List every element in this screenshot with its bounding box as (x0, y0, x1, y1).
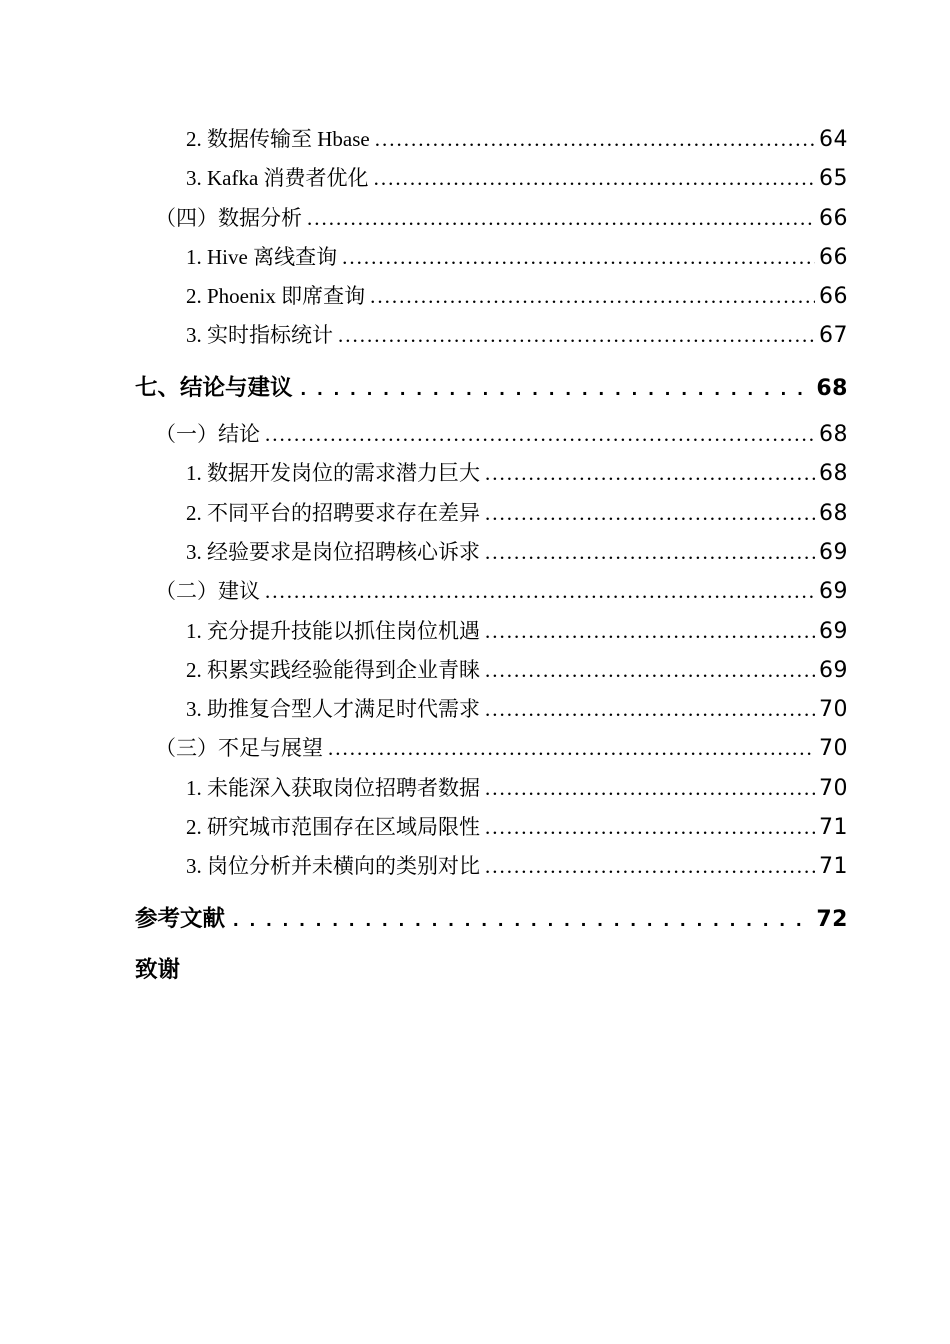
toc-entry-page: 64 (819, 127, 848, 152)
toc-entry[interactable] (135, 277, 848, 316)
toc-entry-page: 66 (819, 284, 848, 310)
toc-entry-label: 2. 研究城市范围存在区域局限性 (186, 815, 480, 840)
toc-entry-label: 参考文献 (135, 905, 226, 931)
toc-entry[interactable] (135, 368, 848, 407)
toc-entry-label: 3. 助推复合型人才满足时代需求 (186, 697, 480, 722)
toc-entry-label: 2. 数据传输至 Hbase (186, 127, 370, 151)
dot-leader (374, 159, 815, 198)
toc-entry[interactable] (135, 572, 848, 611)
toc-entry-label: 3. 经验要求是岗位招聘核心诉求 (186, 539, 480, 564)
dot-leader (485, 494, 815, 533)
toc-entry-label: 2. 积累实践经验能得到企业青睐 (186, 657, 480, 682)
toc-entry-label: （一）结论 (155, 422, 260, 447)
toc-entry-page: 68 (816, 375, 848, 401)
toc-entry-label: 3. 实时指标统计 (186, 323, 333, 348)
toc-entry-page: 67 (819, 323, 848, 349)
dot-leader (370, 277, 815, 316)
toc-entry[interactable] (135, 729, 848, 768)
toc-entry[interactable] (135, 950, 848, 989)
toc-entry-label: 3. Kafka 消费者优化 (186, 166, 369, 191)
toc-entry[interactable] (135, 847, 848, 886)
dot-leader (307, 199, 815, 238)
toc-entry[interactable] (135, 415, 848, 454)
toc-entry[interactable] (135, 612, 848, 651)
toc-entry-label: 1. 未能深入获取岗位招聘者数据 (186, 775, 480, 800)
toc-entry-label: （三）不足与展望 (155, 736, 323, 761)
toc-entry-page: 69 (819, 539, 848, 565)
toc-entry-label: （四）数据分析 (155, 205, 302, 230)
dot-leader (485, 651, 815, 690)
toc-entry[interactable] (135, 159, 848, 198)
toc-entry[interactable] (135, 199, 848, 238)
toc-entry[interactable] (135, 899, 848, 938)
toc-entry[interactable] (135, 120, 848, 159)
toc-entry-label: （二）建议 (155, 579, 260, 604)
dot-leader (485, 454, 815, 493)
toc-entry-page: 68 (819, 461, 848, 487)
dot-leader (375, 120, 815, 159)
toc-entry-page: 70 (819, 697, 848, 723)
toc-entry-page: 69 (819, 657, 848, 683)
toc-entry[interactable] (135, 769, 848, 808)
toc-entry-label: 2. 不同平台的招聘要求存在差异 (186, 500, 480, 525)
dot-leader (485, 690, 815, 729)
dot-leader (338, 316, 815, 355)
toc-entry-label: 七、结论与建议 (135, 374, 293, 400)
toc-entry[interactable] (135, 238, 848, 277)
toc-entry-label: 1. Hive 离线查询 (186, 244, 338, 269)
toc-entry-page: 68 (819, 422, 848, 448)
toc-entry-page: 66 (819, 244, 848, 270)
dot-leader (485, 533, 815, 572)
toc-entry[interactable] (135, 454, 848, 493)
dot-leader (485, 808, 815, 847)
dot-leader (485, 769, 815, 808)
toc-entry-page: 68 (819, 500, 848, 526)
dot-leader (328, 729, 815, 768)
toc-entry-page: 69 (819, 618, 848, 644)
toc-entry-label: 致谢 (135, 956, 181, 982)
toc-entry-page: 71 (819, 815, 848, 841)
dot-leader (233, 899, 809, 940)
dot-leader (265, 572, 815, 611)
toc-entry[interactable] (135, 651, 848, 690)
toc-entry-page: 65 (819, 166, 848, 192)
toc-entry-page: 70 (819, 736, 848, 762)
toc-entry-label: 1. 充分提升技能以抓住岗位机遇 (186, 618, 480, 643)
toc-entry[interactable] (135, 690, 848, 729)
toc-entry[interactable] (135, 316, 848, 355)
dot-leader (301, 368, 810, 409)
toc-entry-page: 66 (819, 205, 848, 231)
dot-leader (485, 612, 815, 651)
toc-entry-page: 69 (819, 579, 848, 605)
dot-leader (485, 847, 815, 886)
toc-entry-page: 72 (816, 906, 848, 932)
toc-entry-label: 3. 岗位分析并未横向的类别对比 (186, 854, 480, 879)
toc-entry[interactable] (135, 533, 848, 572)
toc-entry[interactable] (135, 808, 848, 847)
toc-entry[interactable] (135, 494, 848, 533)
toc (135, 120, 848, 989)
dot-leader (342, 238, 815, 277)
toc-entry-page: 71 (819, 854, 848, 880)
dot-leader (265, 415, 815, 454)
toc-entry-label: 1. 数据开发岗位的需求潜力巨大 (186, 461, 480, 486)
toc-entry-label: 2. Phoenix 即席查询 (186, 284, 366, 309)
toc-entry-page: 70 (819, 775, 848, 801)
